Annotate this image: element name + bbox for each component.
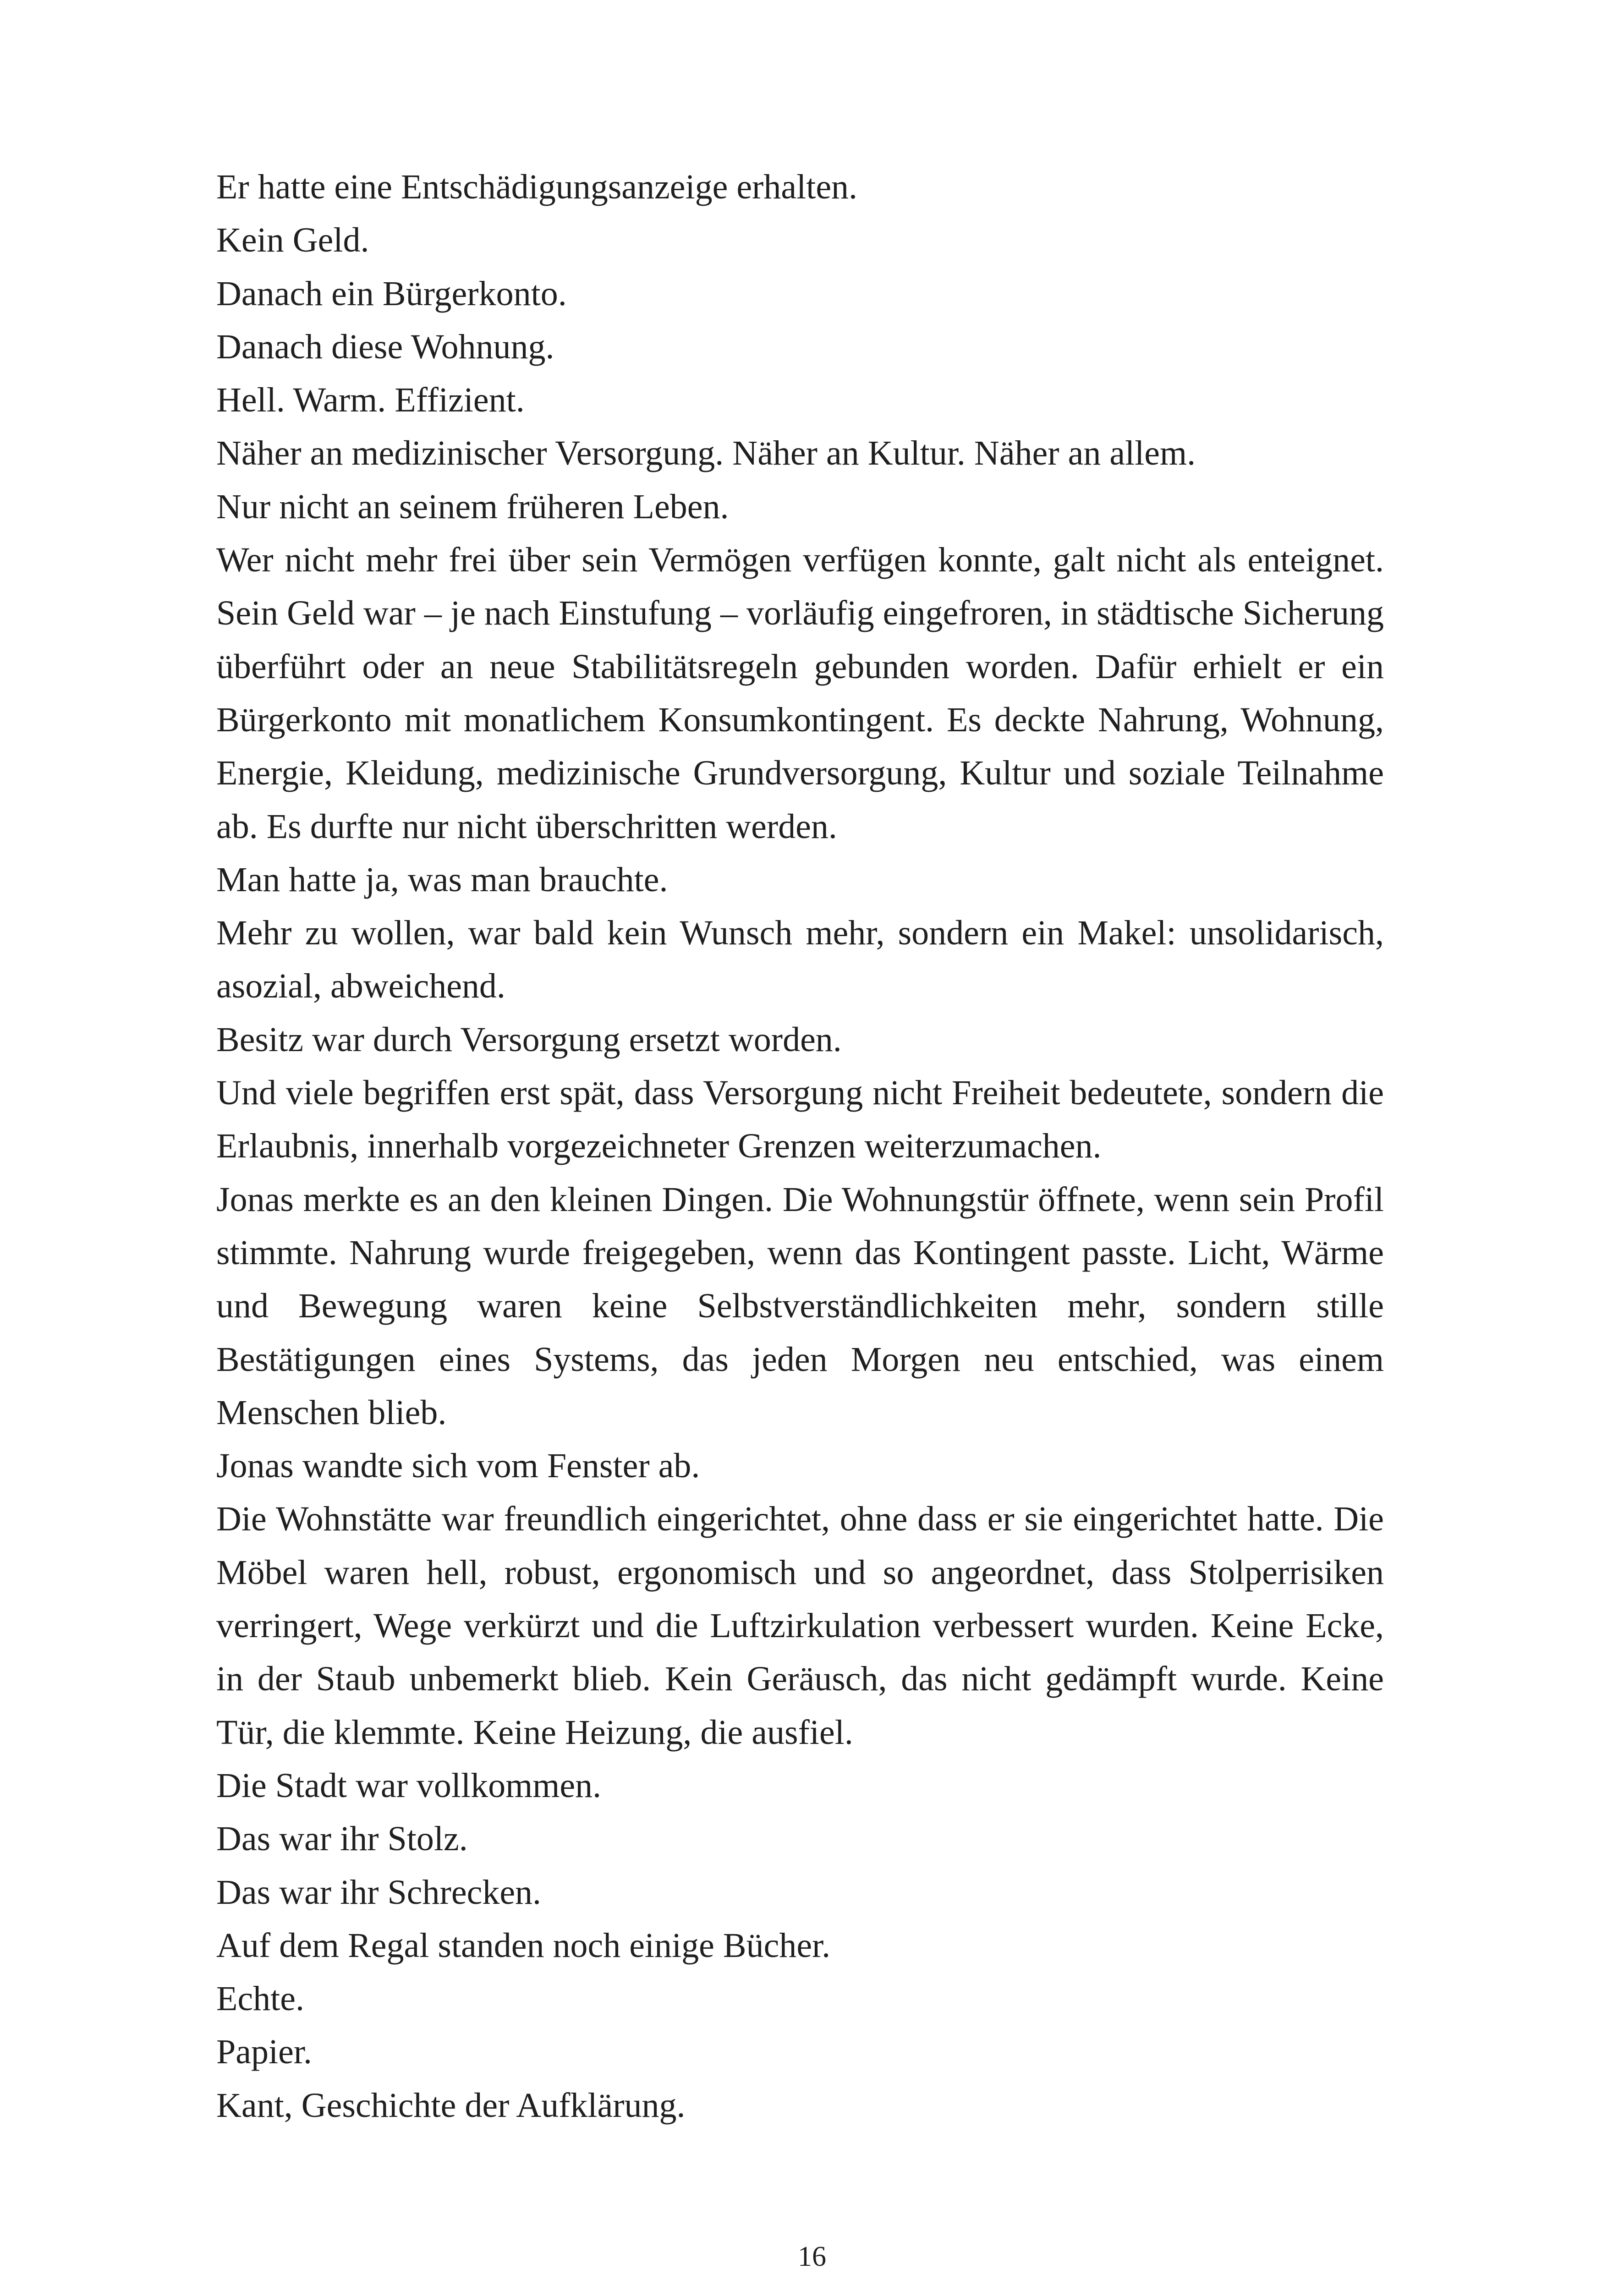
paragraph-11: Besitz war durch Versorgung ersetzt worden. [216, 1020, 842, 1059]
paragraph-3: Danach ein Bürgerkonto. [216, 274, 567, 313]
paragraph-18: Das war ihr Schrecken. [216, 1873, 542, 1912]
body-text [216, 160, 1384, 2132]
paragraph-13: Jonas merkte es an den kleinen Dingen. Die Wohnungstür öffnete, wenn sein Profil stimmte. Nahrung wurde freigegeben, wenn das Kontingent passte. Licht, Wärme und Bewegung waren keine Selbstverständlichkeiten mehr, sondern stille Bestätigungen eines Systems, das jeden Morgen neu entschied, was einem Menschen blieb. [216, 1180, 1384, 1432]
paragraph-15: Die Wohnstätte war freundlich eingerichtet, ohne dass er sie eingerichtet hatte. Die Möbel waren hell, robust, ergonomisch und so angeordnet, dass Stolperrisiken verringert, Wege verkürzt und die Luftzirkulation verbessert wurden. Keine Ecke, in der Staub unbemerkt blieb. Kein Geräusch, das nicht gedämpft wurde. Keine Tür, die klemmte. Keine Heizung, die ausfiel. [216, 1500, 1384, 1752]
paragraph-16: Die Stadt war vollkommen. [216, 1766, 602, 1805]
paragraph-7: Nur nicht an seinem früheren Leben. [216, 487, 729, 526]
paragraph-19: Auf dem Regal standen noch einige Bücher. [216, 1926, 831, 1965]
paragraph-1: Er hatte eine Entschädigungsanzeige erhalten. [216, 168, 858, 206]
paragraph-14: Jonas wandte sich vom Fenster ab. [216, 1447, 700, 1485]
paragraph-5: Hell. Warm. Effizient. [216, 381, 525, 420]
paragraph-20: Echte. [216, 1979, 305, 2018]
paragraph-2: Kein Geld. [216, 221, 369, 260]
paragraph-22: Kant, Geschichte der Aufklärung. [216, 2086, 686, 2125]
paragraph-9: Man hatte ja, was man brauchte. [216, 860, 668, 899]
paragraph-4: Danach diese Wohnung. [216, 327, 554, 366]
page-number: 16 [798, 2241, 826, 2272]
paragraph-8: Wer nicht mehr frei über sein Vermögen verfügen konnte, galt nicht als enteignet. Sein Geld war – je nach Einstufung – vorläufig eingefroren, in städtische Sicherung überführt oder an neue Stabilitätsregeln gebunden worden. Dafür erhielt er ein Bürgerkonto mit monatlichem Konsumkontingent. Es deckte Nahrung, Wohnung, Energie, Kleidung, medizinische Grundversorgung, Kultur und soziale Teilnahme ab. Es durfte nur nicht überschritten werden. [216, 541, 1384, 846]
paragraph-10: Mehr zu wollen, war bald kein Wunsch mehr, sondern ein Makel: unsolidarisch, asozial, abweichend. [216, 914, 1384, 1006]
paragraph-12: Und viele begriffen erst spät, dass Versorgung nicht Freiheit bedeutete, sondern die Erlaubnis, innerhalb vorgezeichneter Grenzen weiterzumachen. [216, 1074, 1384, 1166]
paragraph-6: Näher an medizinischer Versorgung. Näher an Kultur. Näher an allem. [216, 434, 1196, 473]
paragraph-17: Das war ihr Stolz. [216, 1820, 468, 1858]
paragraph-21: Papier. [216, 2033, 312, 2072]
